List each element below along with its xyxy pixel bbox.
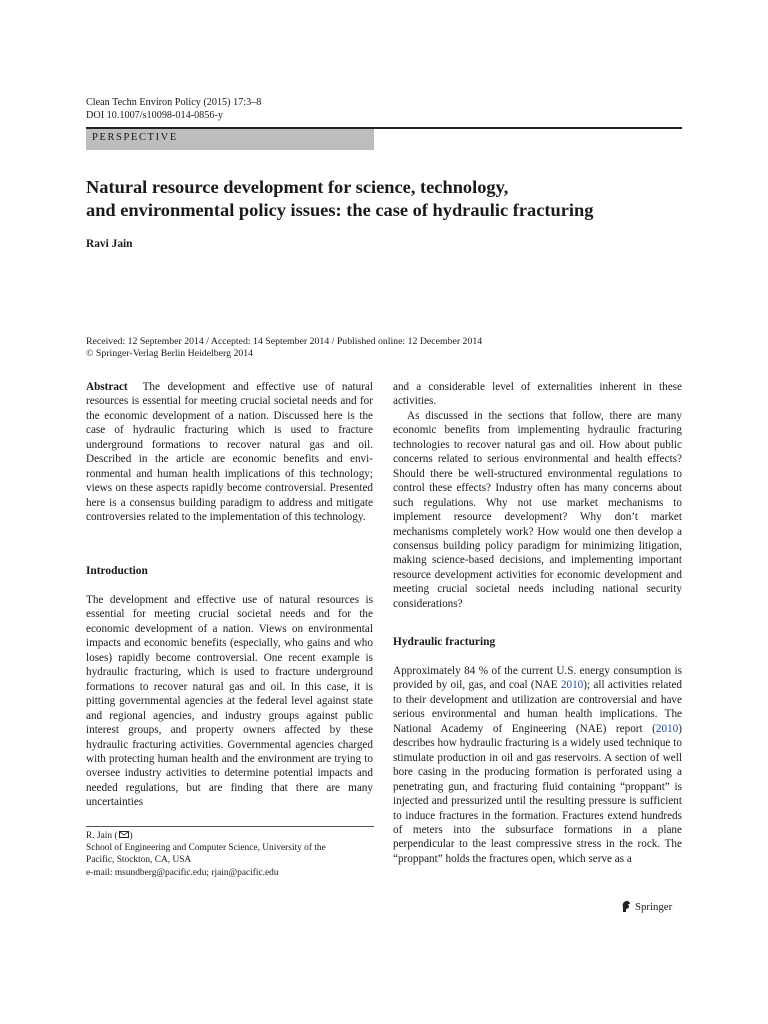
title-line-1: Natural resource development for science, technology, — [86, 177, 509, 197]
footnote-rule — [86, 826, 374, 827]
doi-line: DOI 10.1007/s10098-014-0856-y — [86, 110, 223, 121]
footnote-email: e-mail: msundberg@pacific.edu; rjain@pacific.edu — [86, 867, 279, 878]
article-title — [86, 176, 686, 222]
article-dates: Received: 12 September 2014 / Accepted: 14 September 2014 / Published online: 12 December 2014 — [86, 336, 483, 347]
publisher-mark — [620, 900, 672, 913]
footnote-affiliation-2: Pacific, Stockton, CA, USA — [86, 855, 192, 866]
abstract-label: Abstract — [86, 381, 128, 393]
citation-link-2010-b[interactable]: 2010 — [655, 722, 679, 735]
right-column-intro — [393, 380, 682, 611]
abstract-block — [86, 380, 373, 525]
section-banner — [86, 129, 374, 150]
springer-horse-icon — [620, 900, 632, 913]
envelope-icon — [119, 831, 129, 838]
abstract-text: The development and effective use of natural resources is essential for meeting crucial societal needs and for the economic development of a nation. Discussed here is the case of hydraulic fracturing which is used to fracture underground formations to recover natural gas and oil. Described in the article are economic benefits and environmental and human health implications of this technology; views on these aspects rapidly become controversial. Presented here is a consensus building paradigm to address and mitigate controversies related to the implementation of this technology. — [86, 381, 373, 524]
copyright-line: © Springer-Verlag Berlin Heidelberg 2014 — [86, 348, 254, 359]
introduction-block — [86, 593, 373, 810]
continuation-paragraph: and a considerable level of externalities inherent in these activities. — [393, 381, 682, 408]
questions-paragraph: As discussed in the sections that follow, there are many economic benefits from implementing hydraulic fracturing technologies to recover natural gas and oil. How about public concerns related to serious environmental and health effects? Should there be well-structured environmental regulations to control these effects? Industry often has many concerns about such regulations. Why not use market mechanisms to implement resource development? Why don’t market mechanisms completely work? How would one then develop a consensus building policy paradigm for minimizing litigation, making science-based decisions, and implementing important resource development activities for economic development and meeting crucial societal needs including national security considerations? — [393, 409, 682, 610]
footnote-name: R. Jain ( ) — [86, 831, 133, 841]
hydraulic-heading: Hydraulic fracturing — [393, 636, 496, 648]
introduction-paragraph: The development and effective use of natural resources is essential for meeting crucial societal needs and for the economic development of a nation. Views on environmental impacts and economic benefits (especially, who gains and who loses) rapidly become controversial. One recent example is hydraulic fracturing, which is used to fracture underground formations to recover natural gas and oil. In this case, it is pitting governmental agencies at the federal level against state and regional agencies, and industry groups against public interest groups, and property owners affected by these hydraulic fracturing activities. Governmental agencies charged with protecting human health and the environment are trying to oversee industry activities to determine potential impacts and needed regulations, but are finding that there are many uncertainties — [86, 594, 373, 809]
introduction-heading: Introduction — [86, 565, 148, 577]
hydraulic-block — [393, 664, 682, 866]
author-footnote — [86, 830, 376, 879]
publisher-name: Springer — [635, 900, 673, 913]
footnote-affiliation-1: School of Engineering and Computer Science, University of the — [86, 843, 326, 854]
author-name: Ravi Jain — [86, 238, 133, 250]
section-label: PERSPECTIVE — [92, 132, 178, 143]
hydraulic-paragraph: Approximately 84 % of the current U.S. energy consumption is provided by oil, gas, and coal (NAE 2010); all activities related to their development and utilization are controversial and have serious environmental and human health implications. The National Academy of Engineering (NAE) report (2010) describes how hydraulic fracturing is a widely used technique to stimulate production in oil and gas reservoirs. A section of well bore casing in the producing formation is perforated using a penetrating gun, and fracturing fluid containing “proppant” is injected and pressurized until the resulting pressure is sufficient to induce fractures in the formation. Fractures extend hundreds of meters into the subsurface formations in a plane perpendicular to the least compressive stress in the rock. The “proppant” holds the fractures open, which serve as a — [393, 665, 682, 865]
journal-citation: Clean Techn Environ Policy (2015) 17:3–8 — [86, 97, 262, 108]
citation-link-2010-a[interactable]: 2010 — [560, 679, 584, 692]
title-line-2: and environmental policy issues: the case of hydraulic fracturing — [86, 200, 594, 220]
abstract-paragraph — [86, 380, 373, 525]
